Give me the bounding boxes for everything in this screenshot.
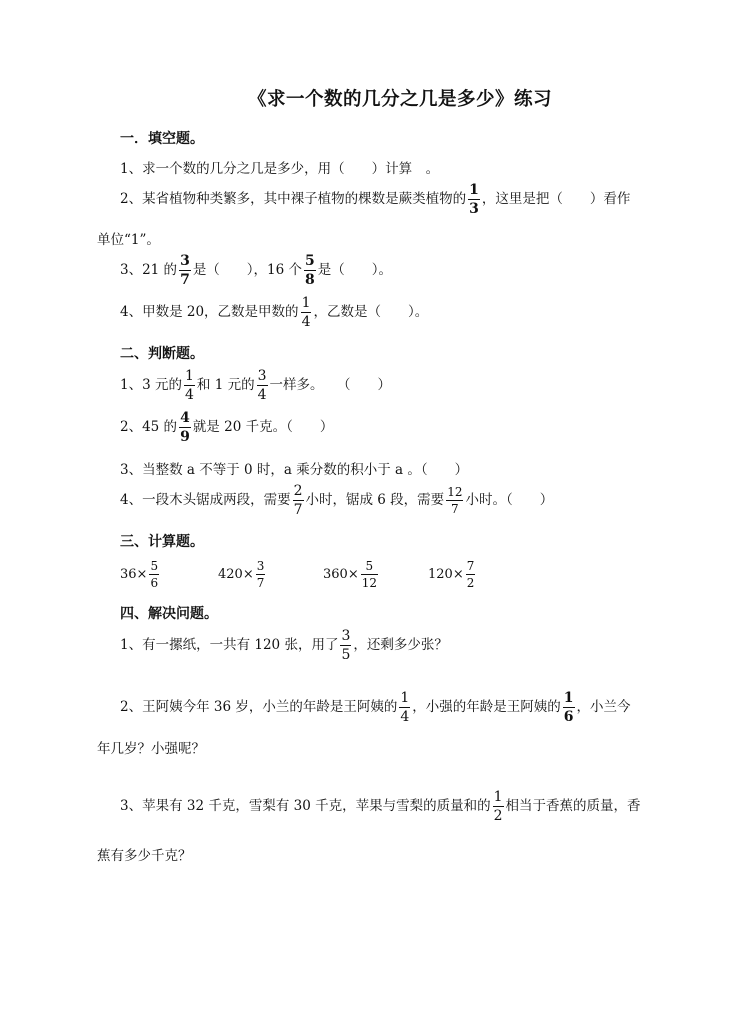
- fill-q4-text-b: ，乙数是（ ）。: [313, 304, 429, 320]
- times-sign: ×: [136, 567, 148, 582]
- problem-1: [120, 629, 448, 662]
- problem-3-text-b: 相当于香蕉的质量，香: [505, 798, 641, 814]
- fraction: $\frac{7}{2}$: [466, 559, 475, 590]
- times-sign: ×: [347, 567, 359, 582]
- problem-2-text-c: ，小兰今: [576, 699, 631, 715]
- fraction: $\frac{12}{7}$: [447, 485, 463, 516]
- problem-1-text-b: ，还剩多少张？: [353, 637, 448, 653]
- fraction: $\frac{1}{2}$: [493, 789, 503, 824]
- tf-q2-text-b: 就是 20 千克。（ ）: [192, 419, 334, 435]
- problem-3-cont: 蕉有多少千克？: [97, 848, 192, 864]
- fraction: $\frac{5}{12}$: [361, 559, 378, 590]
- tf-q1-text-b: 和 1 元的: [196, 377, 255, 393]
- calc-operand: 36: [120, 567, 137, 582]
- tf-q1-text-c: 一样多。 （ ）: [269, 377, 391, 393]
- problem-1-text-a: 1、有一摞纸，一共有 120 张，用了: [120, 637, 339, 653]
- calc-operand: 120: [428, 567, 453, 582]
- section-calculation-heading: 三、计算题。: [120, 534, 204, 550]
- fraction: $\frac{3}{4}$: [257, 368, 267, 403]
- fraction: $\frac{5}{8}$: [305, 253, 315, 288]
- fill-q3-text-a: 3、21 的: [120, 262, 178, 278]
- fill-question-2-cont: 单位“1”。: [97, 232, 160, 248]
- calc-item-2: [218, 560, 267, 589]
- fraction: $\frac{3}{5}$: [341, 628, 351, 663]
- fill-question-2: [120, 183, 630, 216]
- fill-question-3: [120, 254, 392, 287]
- tf-question-1: [120, 369, 391, 402]
- problem-2: [120, 691, 631, 724]
- problem-3: [120, 790, 641, 823]
- fill-q3-text-b: 是（ ），16 个: [192, 262, 303, 278]
- section-problem-solving-heading: 四、解决问题。: [120, 606, 218, 622]
- tf-q4-text-c: 小时。（ ）: [465, 492, 554, 508]
- calc-item-1: [120, 560, 161, 589]
- problem-2-text-a: 2、王阿姨今年 36 岁，小兰的年龄是王阿姨的: [120, 699, 398, 715]
- times-sign: ×: [452, 567, 464, 582]
- calc-operand: 420: [218, 567, 243, 582]
- tf-q4-text-b: 小时，锯成 6 段，需要: [305, 492, 445, 508]
- fill-q3-text-c: 是（ ）。: [317, 262, 393, 278]
- calc-operand: 360: [323, 567, 348, 582]
- problem-2-cont: 年几岁？小强呢？: [97, 741, 205, 757]
- tf-question-3: 3、当整数 a 不等于 0 时，a 乘分数的积小于 a 。（ ）: [120, 462, 469, 478]
- tf-q1-text-a: 1、3 元的: [120, 377, 182, 393]
- tf-question-2: [120, 411, 333, 444]
- section-fill-in-heading: 一．填空题。: [120, 131, 204, 147]
- fraction: $\frac{2}{7}$: [293, 483, 303, 518]
- times-sign: ×: [242, 567, 254, 582]
- fraction: $\frac{4}{9}$: [180, 410, 190, 445]
- calc-item-3: [323, 560, 380, 589]
- calc-item-4: [428, 560, 477, 589]
- fill-question-4: [120, 296, 428, 329]
- fraction: $\frac{1}{4}$: [184, 368, 194, 403]
- fraction: $\frac{5}{6}$: [150, 559, 159, 590]
- tf-question-4: [120, 484, 553, 517]
- problem-3-text-a: 3、苹果有 32 千克，雪梨有 30 千克，苹果与雪梨的质量和的: [120, 798, 491, 814]
- fill-q2-text-a: 2、某省植物种类繁多，其中裸子植物的棵数是蕨类植物的: [120, 191, 467, 207]
- section-true-false-heading: 二、判断题。: [120, 346, 204, 362]
- fraction: $\frac{1}{4}$: [301, 295, 311, 330]
- fraction: $\frac{3}{7}$: [180, 253, 190, 288]
- page-title: 《求一个数的几分之几是多少》练习: [247, 89, 552, 110]
- fraction: $\frac{1}{4}$: [400, 690, 410, 725]
- fraction: $\frac{3}{7}$: [256, 559, 265, 590]
- fraction: $\frac{1}{6}$: [563, 690, 574, 725]
- fraction: $\frac{1}{3}$: [469, 182, 479, 217]
- problem-2-text-b: ，小强的年龄是王阿姨的: [412, 699, 561, 715]
- fill-q4-text-a: 4、甲数是 20，乙数是甲数的: [120, 304, 299, 320]
- fill-question-1: 1、求一个数的几分之几是多少，用（ ）计算 。: [120, 161, 440, 177]
- fill-q2-text-b: ，这里是把（ ）看作: [481, 191, 631, 207]
- tf-q2-text-a: 2、45 的: [120, 419, 178, 435]
- tf-q4-text-a: 4、一段木头锯成两段，需要: [120, 492, 291, 508]
